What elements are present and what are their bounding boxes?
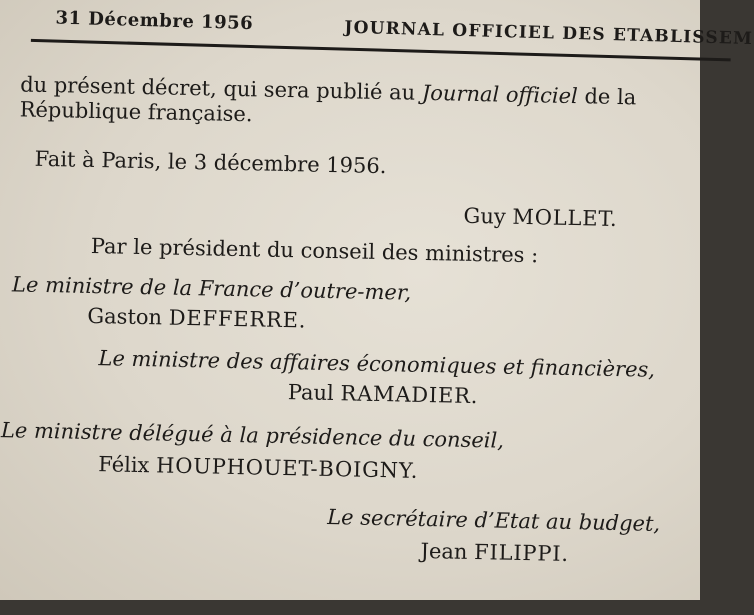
signature-houphouet-boigny [98,452,418,483]
filippi-last-name: FILIPPI. [473,540,570,567]
signature-president [463,204,617,231]
president-first-name: Guy [463,203,506,229]
closing-line-2: République française. [19,97,253,127]
header-date: 31 Décembre 1956 [55,7,254,35]
signatories-intro: Par le président du conseil des ministres : [90,233,539,268]
journal-reference: Journal officiel [421,80,579,109]
president-last-name: MOLLET. [512,204,618,231]
defferre-first-name: Gaston [87,303,163,330]
title-budget: Le secrétaire d’Etat au budget, [326,504,661,536]
closing-text-before: du présent décret, qui sera publié au [19,72,423,105]
header-journal-title: JOURNAL OFFICIEL DES ETABLISSEM [344,17,754,50]
filippi-first-name: Jean [420,538,468,564]
closing-text-after: de la [577,84,637,110]
title-france-outre-mer: Le ministre de la France d’outre-mer, [11,272,412,305]
signature-defferre [87,304,306,333]
defferre-last-name: DEFFERRE. [168,305,307,333]
place-and-date: Fait à Paris, le 3 décembre 1956. [34,146,387,179]
title-delegue-presidence: Le ministre délégué à la présidence du conseil, [0,418,505,453]
title-affaires-economiques: Le ministre des affaires économiques et financières, [98,346,656,382]
ramadier-last-name: RAMADIER. [340,381,479,409]
signature-ramadier [288,380,479,408]
houphouet-last-name: HOUPHOUET-BOIGNY. [155,453,419,483]
ramadier-first-name: Paul [287,380,335,406]
houphouet-first-name: Félix [98,452,150,478]
signature-filippi [420,539,569,566]
